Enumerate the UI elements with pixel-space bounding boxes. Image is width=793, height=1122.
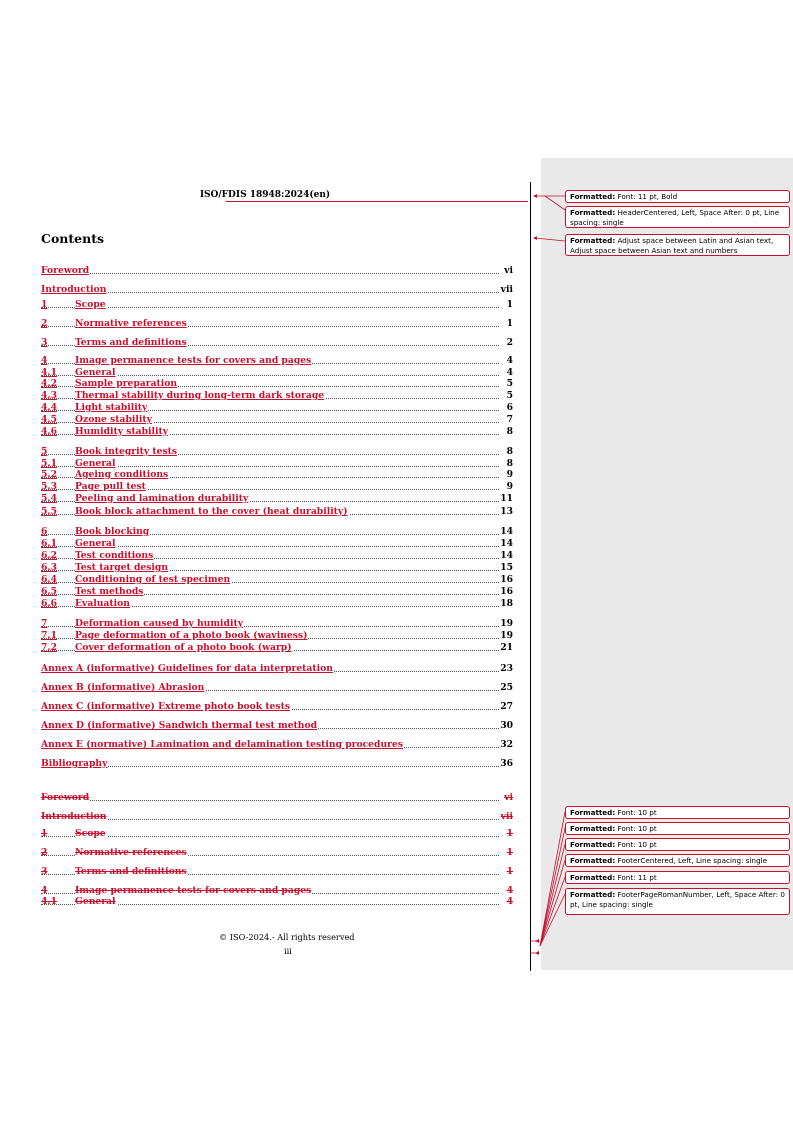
toc-entry-page: 6 xyxy=(499,402,513,413)
formatting-comment[interactable] xyxy=(565,190,790,203)
formatting-comment[interactable] xyxy=(565,838,790,851)
toc-entry-number: 6.3 xyxy=(41,562,57,573)
toc-entry-number: 3 xyxy=(41,866,48,877)
page-header: ISO/FDIS 18948:2024(en) xyxy=(199,190,331,200)
toc-entry-page: 13 xyxy=(500,506,513,517)
toc-entry[interactable] xyxy=(41,885,513,896)
toc-entry-number: 4.2 xyxy=(41,378,57,389)
toc-entry-page: 19 xyxy=(500,618,513,629)
comment-label: Formatted: xyxy=(570,236,616,245)
toc-entry-title: Normative references xyxy=(75,847,187,858)
toc-entry-title: Image permanence tests for covers and pages xyxy=(75,355,312,366)
toc-entry-title: Cover deformation of a photo book (warp) xyxy=(75,642,292,653)
toc-entry[interactable] xyxy=(41,446,513,457)
toc-entry[interactable] xyxy=(41,337,513,348)
comment-text: Font: 10 pt xyxy=(615,840,657,849)
toc-entry-number: 7 xyxy=(41,618,48,629)
toc-entry[interactable] xyxy=(41,866,513,877)
toc-entry-page: 25 xyxy=(500,682,513,693)
toc-entry-title: Annex D (informative) Sandwich thermal test method xyxy=(41,720,318,731)
toc-leader-dots xyxy=(41,800,499,801)
toc-entry-page: 9 xyxy=(499,469,513,480)
comment-text: Font: 11 pt xyxy=(615,873,657,882)
comment-label: Formatted: xyxy=(570,840,616,849)
toc-entry-page: vii xyxy=(500,284,513,295)
toc-entry-title: Book block attachment to the cover (heat durability) xyxy=(75,506,348,517)
toc-entry-page: 8 xyxy=(499,426,513,437)
toc-entry[interactable] xyxy=(41,367,513,378)
toc-entry[interactable] xyxy=(41,739,513,750)
toc-entry-number: 5 xyxy=(41,446,48,457)
toc-entry[interactable] xyxy=(41,355,513,366)
toc-entry[interactable] xyxy=(41,426,513,437)
toc-entry-title: Terms and definitions xyxy=(75,866,187,877)
comment-label: Formatted: xyxy=(570,808,616,817)
toc-entry-number: 1 xyxy=(41,299,48,310)
footer-page-number: iii xyxy=(284,946,292,956)
toc-entry-number: 6 xyxy=(41,526,48,537)
toc-entry[interactable] xyxy=(41,526,513,537)
toc-entry-title: Book blocking xyxy=(75,526,150,537)
toc-entry[interactable] xyxy=(41,493,513,504)
toc-entry[interactable] xyxy=(41,414,513,425)
toc-entry-title: General xyxy=(75,367,116,378)
toc-entry-number: 4.6 xyxy=(41,426,57,437)
toc-entry[interactable] xyxy=(41,598,513,609)
toc-entry[interactable] xyxy=(41,663,513,674)
toc-entry[interactable] xyxy=(41,720,513,731)
toc-entry-page: 30 xyxy=(500,720,513,731)
toc-entry[interactable] xyxy=(41,378,513,389)
toc-entry-title: General xyxy=(75,538,116,549)
toc-entry-page: 2 xyxy=(499,337,513,348)
toc-entry[interactable] xyxy=(41,701,513,712)
toc-entry-title: Page deformation of a photo book (waviness) xyxy=(75,630,308,641)
toc-entry-number: 6.1 xyxy=(41,538,57,549)
toc-entry[interactable] xyxy=(41,481,513,492)
comment-label: Formatted: xyxy=(570,873,616,882)
toc-entry[interactable] xyxy=(41,550,513,561)
toc-entry-title: Sample preparation xyxy=(75,378,178,389)
toc-leader-dots xyxy=(41,819,499,820)
toc-entry[interactable] xyxy=(41,847,513,858)
toc-leader-dots xyxy=(41,273,499,274)
comment-label: Formatted: xyxy=(570,208,616,217)
toc-entry[interactable] xyxy=(41,284,513,295)
connector-arrow-icon xyxy=(533,236,537,240)
toc-entry[interactable] xyxy=(41,402,513,413)
toc-entry-title: Introduction xyxy=(41,811,107,822)
toc-entry[interactable] xyxy=(41,506,513,517)
toc-leader-dots xyxy=(41,307,499,308)
toc-entry-page: 8 xyxy=(499,446,513,457)
toc-entry-title: Introduction xyxy=(41,284,107,295)
toc-entry-page: 16 xyxy=(500,586,513,597)
toc-entry-title: Image permanence tests for covers and pages xyxy=(75,885,312,896)
toc-entry[interactable] xyxy=(41,469,513,480)
toc-entry-title: Test methods xyxy=(75,586,144,597)
toc-entry[interactable] xyxy=(41,828,513,839)
toc-entry[interactable] xyxy=(41,265,513,276)
connector-arrow-icon xyxy=(535,939,539,943)
comment-label: Formatted: xyxy=(570,890,616,899)
toc-entry-page: 19 xyxy=(500,630,513,641)
toc-entry-number: 5.1 xyxy=(41,458,57,469)
toc-entry-page: 32 xyxy=(500,739,513,750)
formatting-comment[interactable] xyxy=(565,234,790,256)
comment-label: Formatted: xyxy=(570,824,616,833)
toc-entry[interactable] xyxy=(41,586,513,597)
toc-entry-page: 1 xyxy=(499,866,513,877)
toc-entry-title: Test target design xyxy=(75,562,169,573)
toc-entry-page: 8 xyxy=(499,458,513,469)
toc-entry-page: vii xyxy=(500,811,513,822)
toc-entry-title: Light stability xyxy=(75,402,148,413)
toc-entry-page: 15 xyxy=(500,562,513,573)
toc-entry-page: 4 xyxy=(499,896,513,907)
connector-arrow-icon xyxy=(535,951,539,955)
toc-entry-page: 23 xyxy=(500,663,513,674)
toc-entry-page: 4 xyxy=(499,355,513,366)
toc-entry-page: 1 xyxy=(499,828,513,839)
toc-entry-number: 4.3 xyxy=(41,390,57,401)
toc-entry-number: 4 xyxy=(41,355,48,366)
toc-entry-title: General xyxy=(75,896,116,907)
toc-entry-number: 4.1 xyxy=(41,896,57,907)
toc-entry-title: Annex A (informative) Guidelines for data interpretation xyxy=(41,663,333,674)
toc-entry-page: 16 xyxy=(500,574,513,585)
comment-text: Adjust space between Latin and Asian text, Adjust space between Asian text and numbers xyxy=(570,236,774,255)
toc-entry-number: 2 xyxy=(41,318,48,329)
comment-text: Font: 10 pt xyxy=(615,824,657,833)
toc-entry-page: 1 xyxy=(499,847,513,858)
toc-entry-title: Normative references xyxy=(75,318,187,329)
comment-text: HeaderCentered, Left, Space After: 0 pt, Line spacing: single xyxy=(570,208,780,227)
toc-entry-number: 6.5 xyxy=(41,586,57,597)
formatting-comment[interactable] xyxy=(565,854,790,867)
toc-entry-number: 4.5 xyxy=(41,414,57,425)
comment-label: Formatted: xyxy=(570,856,616,865)
comment-text: FooterCentered, Left, Line spacing: single xyxy=(615,856,768,865)
header-rule xyxy=(226,201,528,202)
toc-entry-title: Annex E (normative) Lamination and delamination testing procedures xyxy=(41,739,403,750)
toc-entry[interactable] xyxy=(41,390,513,401)
formatting-comment[interactable] xyxy=(565,888,790,915)
toc-entry-number: 6.6 xyxy=(41,598,57,609)
toc-entry-page: 1 xyxy=(499,318,513,329)
formatting-comment[interactable] xyxy=(565,206,790,228)
toc-entry-number: 5.5 xyxy=(41,506,57,517)
toc-entry-page: 4 xyxy=(499,885,513,896)
toc-entry-page: 14 xyxy=(500,550,513,561)
toc-entry-number: 7.1 xyxy=(41,630,57,641)
toc-entry[interactable] xyxy=(41,758,513,769)
connector-arrow-icon xyxy=(533,194,537,198)
toc-entry[interactable] xyxy=(41,458,513,469)
toc-entry-number: 6.4 xyxy=(41,574,57,585)
toc-entry-page: 27 xyxy=(500,701,513,712)
comment-text: FooterPageRomanNumber, Left, Space After: 0 pt, Line spacing: single xyxy=(570,890,785,909)
toc-entry-page: 36 xyxy=(500,758,513,769)
toc-entry-page: 21 xyxy=(500,642,513,653)
toc-entry-title: Scope xyxy=(75,828,106,839)
toc-entry-number: 4.4 xyxy=(41,402,57,413)
toc-entry-page: vi xyxy=(499,265,513,276)
formatting-comment[interactable] xyxy=(565,822,790,835)
toc-entry[interactable] xyxy=(41,896,513,907)
toc-entry-title: Page pull test xyxy=(75,481,146,492)
toc-entry-title: General xyxy=(75,458,116,469)
toc-entry-title: Evaluation xyxy=(75,598,130,609)
contents-heading: Contents xyxy=(41,231,105,246)
toc-entry-number: 6.2 xyxy=(41,550,57,561)
toc-entry-page: 14 xyxy=(500,526,513,537)
toc-entry-title: Thermal stability during long-term dark storage xyxy=(75,390,325,401)
toc-entry-title: Ageing conditions xyxy=(75,469,169,480)
toc-entry-page: 5 xyxy=(499,378,513,389)
toc-entry-title: Scope xyxy=(75,299,106,310)
toc-entry[interactable] xyxy=(41,618,513,629)
toc-entry-title: Ozone stability xyxy=(75,414,152,425)
formatting-comment[interactable] xyxy=(565,871,790,884)
toc-entry-page: 14 xyxy=(500,538,513,549)
toc-entry-page: 18 xyxy=(500,598,513,609)
toc-entry-number: 2 xyxy=(41,847,48,858)
toc-entry[interactable] xyxy=(41,562,513,573)
toc-entry-number: 4.1 xyxy=(41,367,57,378)
toc-entry[interactable] xyxy=(41,642,513,653)
toc-leader-dots xyxy=(41,766,499,767)
toc-entry-number: 5.3 xyxy=(41,481,57,492)
toc-entry[interactable] xyxy=(41,538,513,549)
formatting-comment[interactable] xyxy=(565,806,790,819)
toc-entry-title: Foreword xyxy=(41,792,90,803)
toc-entry-title: Test conditions xyxy=(75,550,154,561)
toc-entry-page: 7 xyxy=(499,414,513,425)
toc-entry-number: 3 xyxy=(41,337,48,348)
margin-divider xyxy=(530,182,531,971)
toc-entry[interactable] xyxy=(41,318,513,329)
toc-entry[interactable] xyxy=(41,792,513,803)
toc-entry-title: Book integrity tests xyxy=(75,446,178,457)
comment-label: Formatted: xyxy=(570,192,616,201)
footer-copyright: © ISO-2024.- All rights reserved xyxy=(219,932,355,942)
toc-entry-title: Peeling and lamination durability xyxy=(75,493,249,504)
toc-entry-title: Terms and definitions xyxy=(75,337,187,348)
toc-entry-number: 7.2 xyxy=(41,642,57,653)
toc-entry-page: 9 xyxy=(499,481,513,492)
toc-entry-number: 4 xyxy=(41,885,48,896)
comment-text: Font: 10 pt xyxy=(615,808,657,817)
toc-entry-title: Foreword xyxy=(41,265,90,276)
toc-entry-number: 1 xyxy=(41,828,48,839)
toc-entry-page: vi xyxy=(499,792,513,803)
toc-entry-page: 1 xyxy=(499,299,513,310)
toc-leader-dots xyxy=(41,292,499,293)
toc-entry[interactable] xyxy=(41,299,513,310)
toc-entry[interactable] xyxy=(41,682,513,693)
toc-entry-page: 4 xyxy=(499,367,513,378)
toc-entry[interactable] xyxy=(41,630,513,641)
toc-entry-title: Humidity stability xyxy=(75,426,169,437)
comment-text: Font: 11 pt, Bold xyxy=(615,192,678,201)
toc-entry-title: Annex B (informative) Abrasion xyxy=(41,682,205,693)
toc-entry-title: Conditioning of test specimen xyxy=(75,574,231,585)
toc-entry-title: Bibliography xyxy=(41,758,108,769)
toc-entry-number: 5.4 xyxy=(41,493,57,504)
toc-entry[interactable] xyxy=(41,574,513,585)
toc-leader-dots xyxy=(41,836,499,837)
toc-entry-page: 11 xyxy=(500,493,513,504)
toc-entry-title: Annex C (informative) Extreme photo book tests xyxy=(41,701,290,712)
toc-entry-page: 5 xyxy=(499,390,513,401)
toc-entry-number: 5.2 xyxy=(41,469,57,480)
toc-entry-title: Deformation caused by humidity xyxy=(75,618,244,629)
toc-entry[interactable] xyxy=(41,811,513,822)
